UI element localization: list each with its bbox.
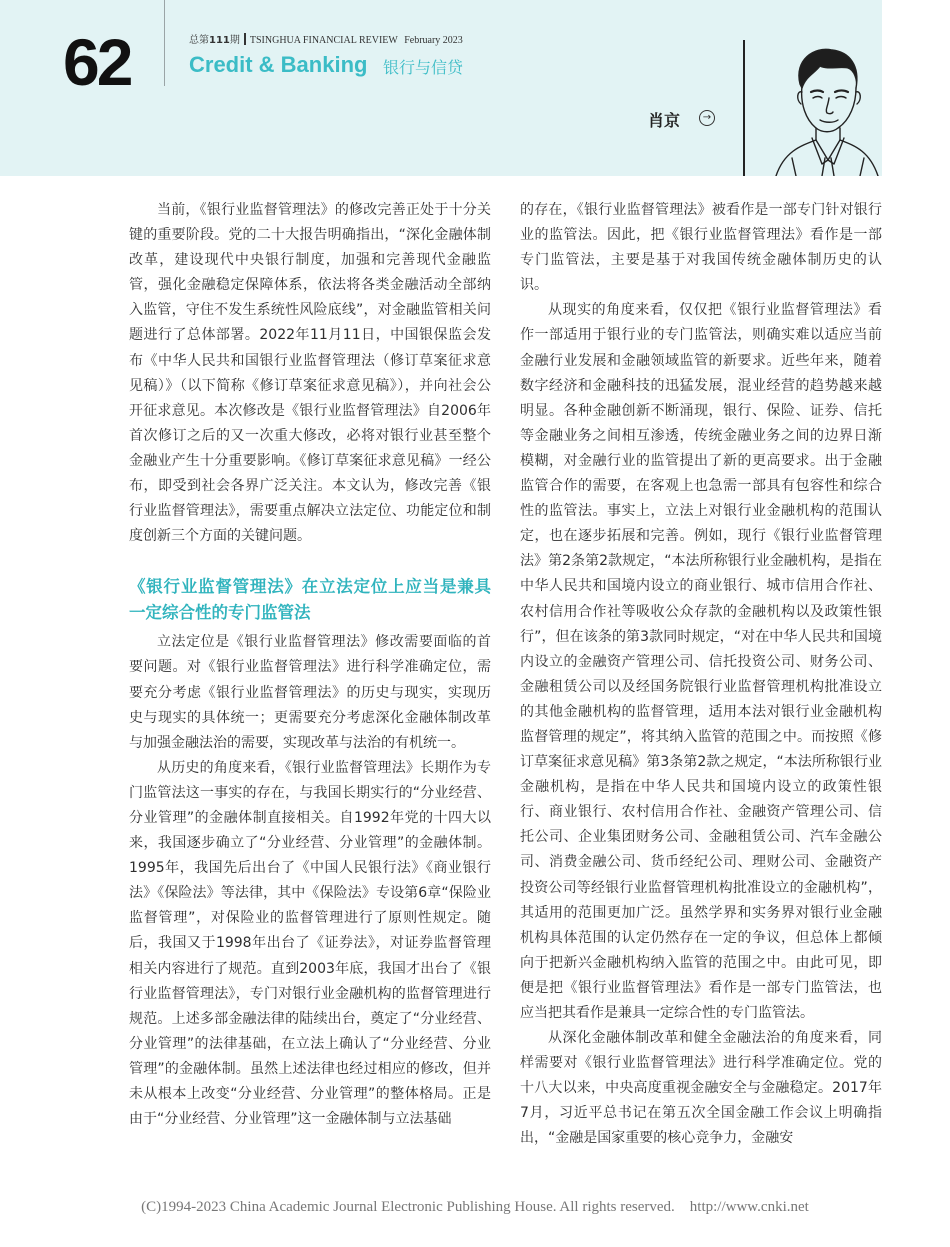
article-column-right [520, 198, 882, 1152]
author-portrait [770, 40, 882, 176]
header-band [0, 0, 882, 176]
copyright-footer: (C)1994-2023 China Academic Journal Electronic Publishing House. All rights reserved. http://www.cnki.net [141, 1199, 809, 1215]
issue-line [189, 31, 463, 46]
author-name: 肖京 [648, 111, 681, 130]
article-column-left [129, 198, 491, 1132]
column-title-en: Credit & Banking [189, 52, 368, 77]
paragraph-legislative-positioning: 立法定位是《银行业监督管理法》修改需要面临的首要问题。对《银行业监督管理法》进行科学准确定位，需要充分考虑《银行业监督管理法》的历史与现实，实现历史与现实的具体统一；更需要充分考虑深化金融体制改革与加强金融法治的需要，实现改革与法治的有机统一。 [129, 634, 491, 751]
paragraph-reform-view: 从深化金融体制改革和健全金融法治的角度来看，同样需要对《银行业监督管理法》进行科学准确定位。党的十八大以来，中央高度重视金融安全与金融稳定。2017年7月，习近平总书记在第五次全国金融工作会议上明确指出，“金融是国家重要的核心竞争力，金融安 [520, 1030, 882, 1147]
header-divider-left [164, 0, 165, 86]
paragraph-historical-view: 从历史的角度来看，《银行业监督管理法》长期作为专门监管法这一事实的存在，与我国长期实行的“分业经营、分业管理”的金融体制直接相关。自1992年党的十四大以来，我国逐步确立了“分业经营、分业管理”的金融体制。1995年，我国先后出台了《中国人民银行法》《商业银行法》《保险法》等法律，其中《保险法》专设第6章“保险业监督管理”，对保险业的监督管理进行了原则性规定。随后，我国又于1998年出台了《证券法》，对证券监督管理相关内容进行了规范。直到2003年底，我国才出台了《银行业监督管理法》，专门对银行业金融机构的监督管理进行规范。上述多部金融法律的陆续出台，奠定了“分业经营、分业管理”的法律基础，在立法上确认了“分业经营、分业管理”的金融体制。虽然上述法律也经过相应的修改，但并未从根本上改变“分业经营、分业管理”的整体格局。正是由于“分业经营、分业管理”这一金融体制与立法基础 [129, 759, 491, 1128]
paragraph-continuation: 的存在，《银行业监督管理法》被看作是一部专门针对银行业的监管法。因此，把《银行业监督管理法》看作是一部专门监管法，主要是基于对我国传统金融体制历史的认识。 [520, 202, 882, 294]
issue-number: 111 [209, 35, 230, 46]
issue-suffix: 期 [229, 35, 240, 46]
page-number: 62 [63, 25, 131, 99]
paragraph-intro: 当前，《银行业监督管理法》的修改完善正处于十分关键的重要阶段。党的二十大报告明确指出，“深化金融体制改革，建设现代中央银行制度，加强和完善现代金融监管，强化金融稳定保障体系，依法将各类金融活动全部纳入监管，守住不发生系统性风险底线”，对金融监管相关问题进行了总体部署。2022年11月11日，中国银保监会发布《中华人民共和国银行业监督管理法（修订草案征求意见稿）》（以下简称《修订草案征求意见稿》），并向社会公开征求意见。本次修改是《银行业监督管理法》自2006年首次修订之后的又一次重大修改，必将对银行业甚至整个金融业产生十分重要影响。《修订草案征求意见稿》一经公布，即受到社会各界广泛关注。本文认为，修改完善《银行业监督管理法》，需要重点解决立法定位、功能定位和制度创新三个方面的关键问题。 [129, 202, 491, 545]
header-right-strip [882, 0, 950, 176]
portrait-divider [743, 40, 745, 176]
issue-prefix: 总第 [189, 35, 209, 46]
section-heading: 《银行业监督管理法》在立法定位上应当是兼具一定综合性的专门监管法 [129, 577, 491, 623]
arrow-right-icon: → [699, 110, 715, 126]
issue-separator [244, 33, 246, 45]
paragraph-practical-view: 从现实的角度来看，仅仅把《银行业监督管理法》看作一部适用于银行业的专门监管法，则确实难以适应当前金融行业发展和金融领域监管的新要求。近些年来，随着数字经济和金融科技的迅猛发展，混业经营的趋势越来越明显。各种金融创新不断涌现，银行、保险、证券、信托等金融业务之间相互渗透，传统金融业务之间的边界日渐模糊，对金融行业的监管提出了新的更高要求。出于金融监管合作的需要，在客观上也急需一部具有包容性和综合性的监管法。事实上，立法上对银行业金融机构的范围认定，也在逐步拓展和完善。例如，现行《银行业监督管理法》第2条第2款规定，“本法所称银行业金融机构，是指在中华人民共和国境内设立的商业银行、城市信用合作社、农村信用合作社等吸收公众存款的金融机构以及政策性银行”，但在该条的第3款同时规定，“对在中华人民共和国境内设立的金融资产管理公司、信托投资公司、财务公司、金融租赁公司以及经国务院银行业监督管理机构批准设立的其他金融机构的监督管理，适用本法对银行业金融机构监督管理的规定”，将其纳入监管的范围之中。而按照《修订草案征求意见稿》第3条第2款之规定，“本法所称银行业金融机构，是指在中华人民共和国境内设立的政策性银行、商业银行、农村信用合作社、金融资产管理公司、信托公司、企业集团财务公司、金融租赁公司、汽车金融公司、消费金融公司、货币经纪公司、理财公司、金融资产投资公司等经银行业监督管理机构批准设立的金融机构”，其适用的范围更加广泛。虽然学界和实务界对银行业金融机构具体范围的认定仍然存在一定的争议，但总体上都倾向于把新兴金融机构纳入监管的范围之中。由此可见，即便是把《银行业监督管理法》看作是一部专门监管法，也应当把其看作是兼具一定综合性的专门监管法。 [520, 302, 882, 1021]
journal-name: TSINGHUA FINANCIAL REVIEW [249, 35, 398, 46]
column-title-cn: 银行与信贷 [383, 58, 464, 77]
issue-date: February 2023 [404, 35, 463, 46]
